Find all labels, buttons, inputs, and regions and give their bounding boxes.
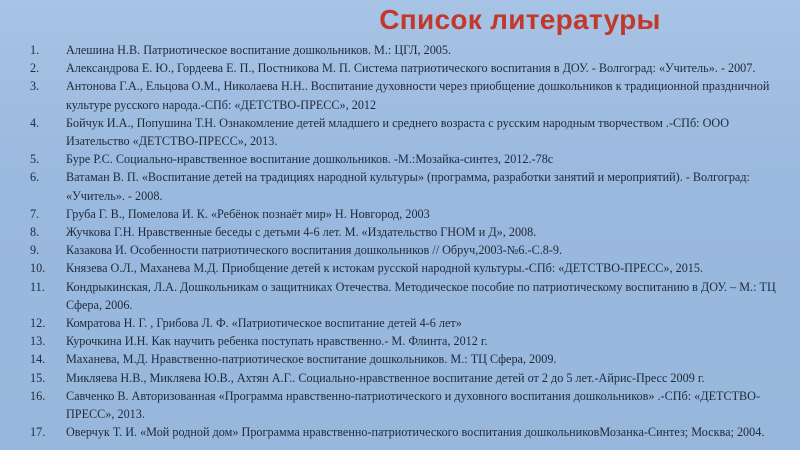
reference-item — [30, 423, 790, 441]
reference-text: Груба Г. В., Помелова И. К. «Ребёнок познаёт мир» Н. Новгород, 2003 — [66, 206, 430, 221]
reference-item — [30, 241, 790, 259]
reference-number: 10. — [30, 261, 46, 276]
reference-item — [30, 350, 790, 368]
reference-number: 6. — [30, 170, 40, 185]
reference-text: Александрова Е. Ю., Гордеева Е. П., Постникова М. П. Система патриотического воспитания в ДОУ. - Волгоград: «Учитель». - 2007. — [66, 61, 756, 76]
reference-item — [30, 369, 790, 387]
reference-text: Ватаман В. П. «Воспитание детей на традициях народной культуры» (программа, разработки занятий и мероприятий). - Волгоград: «Учитель». - 2008. — [66, 170, 750, 203]
reference-text: Жучкова Г.Н. Нравственные беседы с детьми 4-6 лет. М. «Издательство ГНОМ и Д», 2008. — [66, 225, 537, 240]
reference-text: Оверчук Т. И. «Мой родной дом» Программа нравственно-патриотического воспитания дошкольниковМозанка-Синтез; Москва; 2004. — [66, 425, 765, 440]
reference-number: 8. — [30, 225, 40, 240]
reference-item — [30, 59, 790, 77]
reference-text: Князева О.Л., Маханева М.Д. Приобщение детей к истокам русской народной культуры.-СПб: «ДЕТСТВО-ПРЕСС», 2015. — [66, 261, 704, 276]
reference-number: 15. — [30, 370, 46, 385]
reference-number: 4. — [30, 115, 40, 130]
reference-item — [30, 77, 790, 113]
slide-title: Список литературы — [379, 4, 661, 35]
reference-text: Казакова И. Особенности патриотического воспитания дошкольников // Обруч,2003-№6.-С.8-9. — [66, 243, 563, 258]
reference-number: 2. — [30, 61, 40, 76]
reference-item — [30, 278, 790, 314]
reference-number: 1. — [30, 43, 40, 57]
reference-item — [30, 168, 790, 204]
reference-item — [30, 259, 790, 277]
reference-item — [30, 332, 790, 350]
reference-number: 13. — [30, 334, 46, 349]
reference-item — [30, 314, 790, 332]
reference-text: Алешина Н.В. Патриотическое воспитание дошкольников. М.: ЦГЛ, 2005. — [66, 43, 452, 57]
reference-list — [30, 41, 790, 441]
reference-text: Буре Р.С. Социально-нравственное воспитание дошкольников. -М.:Мозайка-синтез, 2012.-78с — [66, 152, 554, 167]
reference-text: Курочкина И.Н. Как научить ребенка поступать нравственно.- М. Флинта, 2012 г. — [66, 334, 488, 349]
reference-item — [30, 114, 790, 150]
reference-text: Микляева Н.В., Микляева Ю.В., Ахтян А.Г.. Социально-нравственное воспитание детей от 2 до 5 лет.-Айрис-Пресс 2009 г. — [66, 370, 705, 385]
reference-number: 14. — [30, 352, 46, 367]
reference-number: 11. — [30, 279, 45, 294]
reference-text: Антонова Г.А., Ельцова О.М., Николаева Н.Н.. Воспитание духовности через приобщение дошкольников к традиционной праздничной культуре русского народа.-СПб: «ДЕТСТВО-ПРЕСС», 2012 — [66, 79, 770, 112]
reference-item — [30, 223, 790, 241]
reference-text: Комратова Н. Г. , Грибова Л. Ф. «Патриотическое воспитание детей 4-6 лет» — [66, 316, 462, 331]
reference-text: Кондрыкинская, Л.А. Дошкольникам о защитниках Отечества. Методическое пособие по патриотическому воспитанию в ДОУ. – М.: ТЦ Сфера, 2006. — [66, 279, 776, 312]
reference-number: 7. — [30, 206, 40, 221]
reference-text: Бойчук И.А., Попушина Т.Н. Ознакомление детей младшего и среднего возраста с русским народным творчеством .-СПб: ООО Изательство «ДЕТСТВО-ПРЕСС», 2013. — [66, 115, 730, 149]
reference-text: Савченко В. Авторизованная «Программа нравственно-патриотического и духовного воспитания дошкольников» .-СПб: «ДЕТСТВО-ПРЕСС», 2013. — [66, 388, 761, 422]
reference-text: Маханева, М.Д. Нравственно-патриотическое воспитание дошкольников. М.: ТЦ Сфера, 2009. — [66, 352, 557, 367]
reference-number: 9. — [30, 243, 40, 258]
reference-number: 16. — [30, 388, 46, 403]
reference-number: 5. — [30, 152, 40, 167]
reference-number: 12. — [30, 316, 46, 331]
reference-number: 17. — [30, 425, 46, 440]
reference-item — [30, 150, 790, 168]
reference-item — [30, 41, 790, 59]
reference-item — [30, 205, 790, 223]
reference-item — [30, 387, 790, 423]
reference-number: 3. — [30, 79, 40, 94]
